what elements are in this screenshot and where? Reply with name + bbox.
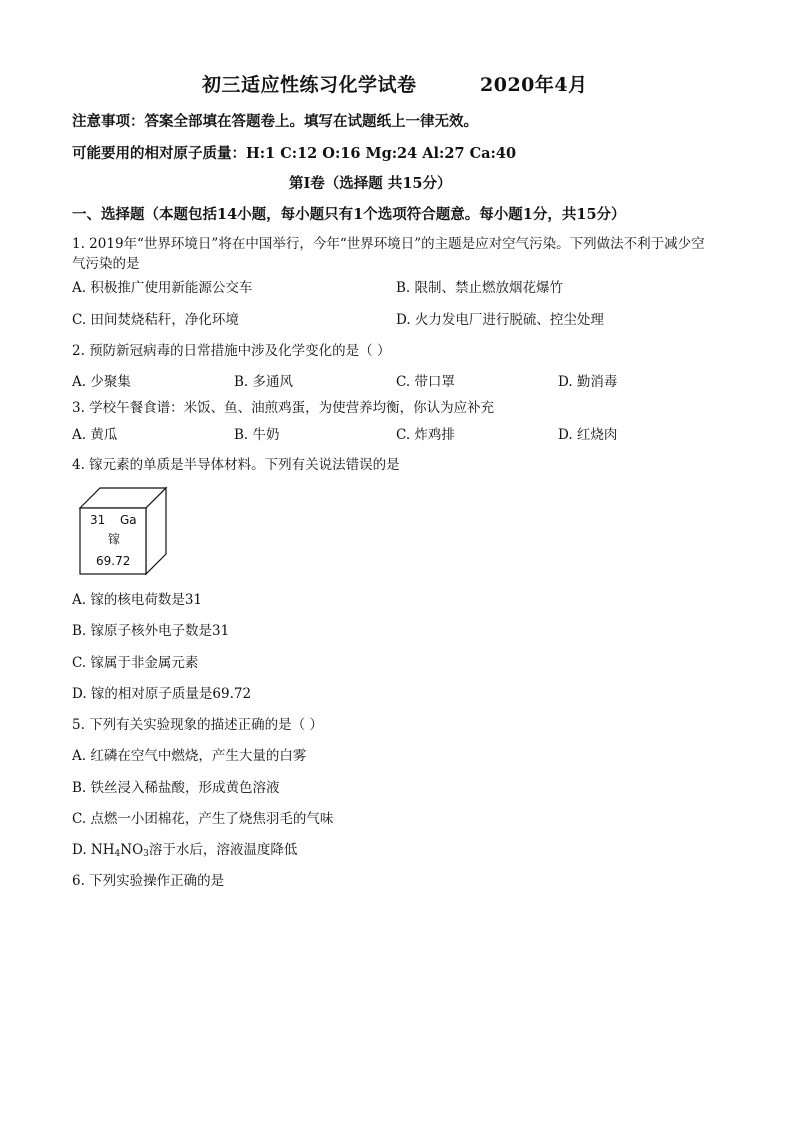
q6-stem: 6. 下列实验操作正确的是 xyxy=(72,873,225,889)
q3-option-d: D. 红烧肉 xyxy=(558,427,618,443)
atomic-mass-reference: 可能要用的相对原子质量：H:1 C:12 O:16 Mg:24 Al:27 Ca:40 xyxy=(72,145,517,162)
q5-option-a: A. 红磷在空气中燃烧，产生大量的白雾 xyxy=(72,748,307,764)
q1-stem-line2: 气污染的是 xyxy=(72,256,140,272)
q5-stem: 5. 下列有关实验现象的描述正确的是（ ） xyxy=(72,717,323,733)
q2-option-c: C. 带口罩 xyxy=(396,374,455,390)
q2-option-a: A. 少聚集 xyxy=(72,374,131,390)
q2-stem: 2. 预防新冠病毒的日常措施中涉及化学变化的是（ ） xyxy=(72,343,391,359)
q1-option-b: B. 限制、禁止燃放烟花爆竹 xyxy=(396,280,564,296)
q5-d-sub2: 3 xyxy=(143,849,149,859)
q5-d-sub1: 4 xyxy=(114,849,121,859)
q3-option-a: A. 黄瓜 xyxy=(72,427,118,443)
q4-option-b: B. 镓原子核外电子数是31 xyxy=(72,623,230,639)
q5-option-d xyxy=(72,838,297,859)
q3-option-b: B. 牛奶 xyxy=(234,427,280,443)
q4-option-a: A. 镓的核电荷数是31 xyxy=(72,592,203,608)
q5-d-mid: NO xyxy=(120,842,144,858)
q4-option-d: D. 镓的相对原子质量是69.72 xyxy=(72,686,252,702)
q1-stem-line1: 1. 2019年“世界环境日”将在中国举行，今年“世界环境日”的主题是应对空气污染。下列做法不利于减少空 xyxy=(72,236,705,252)
cube-element-name: 镓 xyxy=(108,532,121,546)
q2-option-d: D. 勤消毒 xyxy=(558,374,618,390)
q3-stem: 3. 学校午餐食谱：米饭、鱼、油煎鸡蛋，为使营养均衡，你认为应补充 xyxy=(72,400,495,416)
q2-option-b: B. 多通风 xyxy=(234,374,294,390)
q1-option-d: D. 火力发电厂进行脱硫、控尘处理 xyxy=(396,312,604,328)
q4-option-c: C. 镓属于非金属元素 xyxy=(72,655,199,671)
q1-option-c: C. 田间焚烧秸秆，净化环境 xyxy=(72,312,239,328)
cube-element-symbol: Ga xyxy=(120,513,137,527)
q5-option-b: B. 铁丝浸入稀盐酸，形成黄色溶液 xyxy=(72,780,280,796)
notice: 注意事项：答案全部填在答题卷上。填写在试题纸上一律无效。 xyxy=(72,113,478,130)
section-heading: 一、选择题（本题包括14小题，每小题只有1个选项符合题意。每小题1分，共15分） xyxy=(72,206,626,223)
part-title: 第Ⅰ卷（选择题 共15分） xyxy=(289,175,452,192)
q4-stem: 4. 镓元素的单质是半导体材料。下列有关说法错误的是 xyxy=(72,457,400,473)
q5-d-rest: 溶于水后，溶液温度降低 xyxy=(148,842,298,858)
q3-option-c: C. 炸鸡排 xyxy=(396,427,455,443)
q1-option-a: A. 积极推广使用新能源公交车 xyxy=(72,280,253,296)
exam-date: 2020年4月 xyxy=(480,74,588,96)
cube-atomic-mass: 69.72 xyxy=(96,554,131,568)
cube-atomic-number: 31 xyxy=(90,513,106,527)
page-title: 初三适应性练习化学试卷 xyxy=(202,74,417,96)
q5-option-c: C. 点燃一小团棉花，产生了烧焦羽毛的气味 xyxy=(72,811,334,827)
q5-d-prefix: D. NH xyxy=(72,842,115,858)
